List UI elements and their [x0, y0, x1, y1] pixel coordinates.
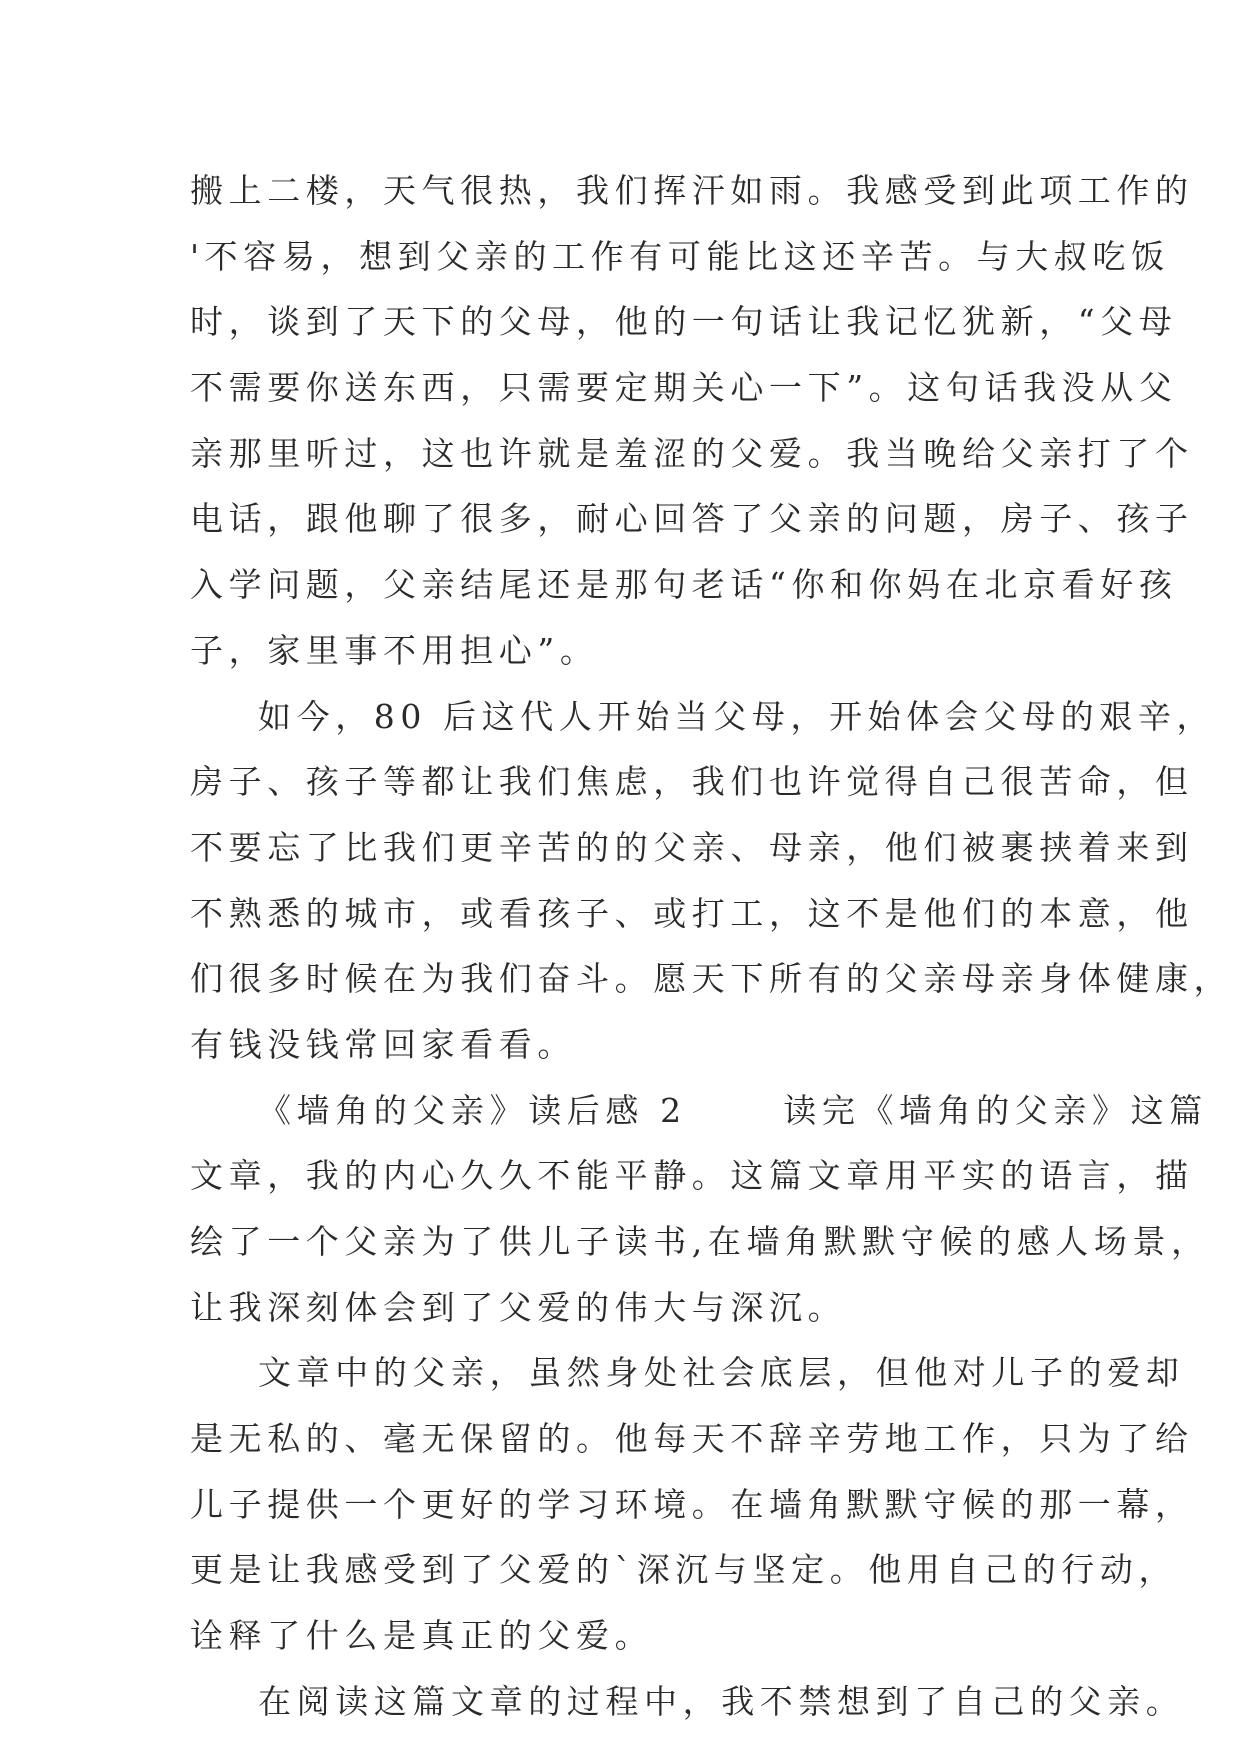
text-line: 搬上二楼，天气很热，我们挥汗如雨。我感受到此项工作的	[190, 171, 1194, 210]
text-line: 子，家里事不用担心”。	[190, 630, 599, 670]
text-line: '不容易，想到父亲的工作有可能比这还辛苦。与大叔吃饭	[190, 236, 1170, 276]
text-line: 文章，我的内心久久不能平静。这篇文章用平实的语言，描	[190, 1156, 1194, 1196]
text-line: 绘了一个父亲为了供儿子读书,在墙角默默守候的感人场景，	[190, 1222, 1210, 1261]
text-line: 时，谈到了天下的父母，他的一句话让我记忆犹新，“父母	[190, 302, 1178, 342]
text-line: 亲那里听过，这也许就是羞涩的父爱。我当晚给父亲打了个	[190, 433, 1194, 473]
paragraph-first-line: 文章中的父亲，虽然身处社会底层，但他对儿子的爱却	[258, 1353, 1185, 1393]
text-line: 是无私的、毫无保留的。他每天不辞辛劳地工作，只为了给	[190, 1419, 1194, 1459]
text-line: 不需要你送东西，只需要定期关心一下”。这句话我没从父	[190, 368, 1178, 408]
paragraph-first-line: 如今，80 后这代人开始当父母，开始体会父母的艰辛，	[258, 696, 1216, 736]
text-line: 们很多时候在为我们奋斗。愿天下所有的父亲母亲身体健康，	[190, 959, 1233, 999]
paragraph-first-line: 《墙角的父亲》读后感 2 读完《墙角的父亲》这篇	[258, 1090, 1208, 1130]
text-line: 房子、孩子等都让我们焦虑，我们也许觉得自己很苦命，但	[190, 762, 1194, 802]
text-line: 诠释了什么是真正的父爱。	[190, 1616, 654, 1656]
body-text	[190, 158, 1233, 1735]
text-line: 入学问题，父亲结尾还是那句老话“你和你妈在北京看好孩	[190, 565, 1178, 605]
text-line: 更是让我感受到了父爱的`深沉与坚定。他用自己的行动，	[190, 1550, 1178, 1590]
text-line: 儿子提供一个更好的学习环境。在墙角默默守候的那一幕，	[190, 1484, 1194, 1524]
text-line: 不熟悉的城市，或看孩子、或打工，这不是他们的本意，他	[190, 893, 1194, 933]
text-line: 让我深刻体会到了父爱的伟大与深沉。	[190, 1287, 847, 1327]
paragraph-first-line: 在阅读这篇文章的过程中，我不禁想到了自己的父亲。	[258, 1681, 1185, 1721]
text-line: 有钱没钱常回家看看。	[190, 1024, 576, 1064]
text-line: 不要忘了比我们更辛苦的的父亲、母亲，他们被裹挟着来到	[190, 827, 1194, 867]
text-line: 电话，跟他聊了很多，耐心回答了父亲的问题，房子、孩子	[190, 499, 1194, 539]
